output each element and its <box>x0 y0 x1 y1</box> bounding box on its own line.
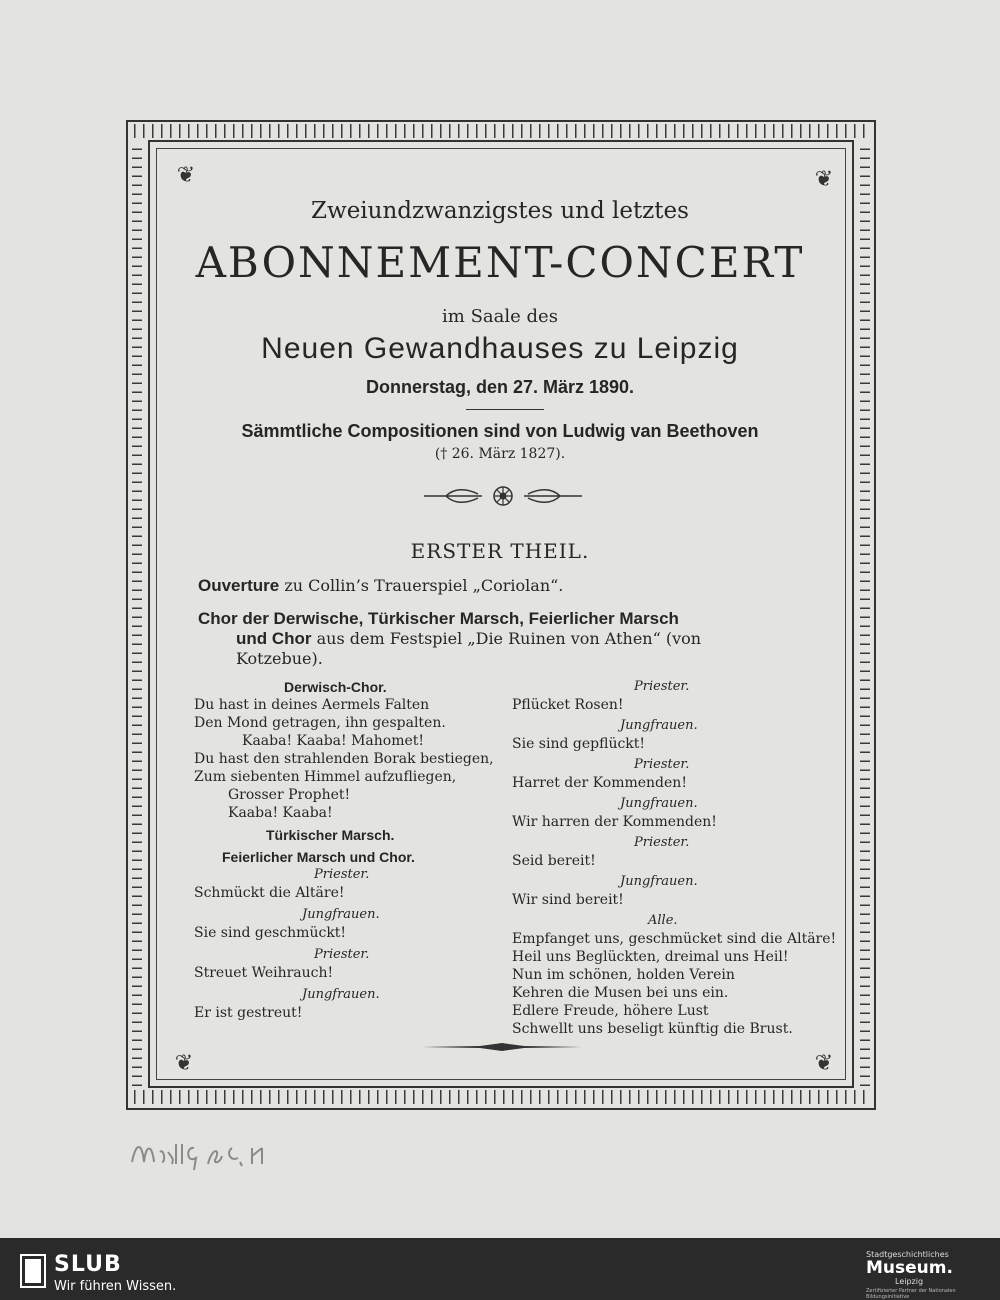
museum-partner-note: Zertifizierter Partner der Nationalen Bildungsinitiative <box>866 1288 956 1300</box>
lyrics-line: Er ist gestreut! <box>194 1005 303 1021</box>
slub-tagline: Wir führen Wissen. <box>54 1279 177 1294</box>
divider <box>466 409 544 410</box>
role-label: Alle. <box>648 913 678 928</box>
border-dentil-bottom <box>134 1090 868 1104</box>
lyrics-line: Seid bereit! <box>512 853 596 869</box>
concert-date: Donnerstag, den 27. März 1890. <box>365 377 635 397</box>
border-dentil-right <box>860 142 870 1086</box>
corner-ornament-icon: ❦ <box>814 167 834 192</box>
composer-death-date: († 26. März 1827). <box>434 446 566 462</box>
role-label: Priester. <box>314 947 370 962</box>
lyrics-left-column <box>194 678 494 1022</box>
lyrics-line: Sie sind gepflückt! <box>512 736 646 752</box>
lyrics-line: Edlere Freude, höhere Lust <box>512 1003 709 1019</box>
program-item-2-title-cont: und Chor <box>236 629 312 648</box>
lyrics-line: Heil uns Beglückten, dreimal uns Heil! <box>512 949 789 965</box>
role-label: Priester. <box>634 757 690 772</box>
lyrics-line: Kaaba! Kaaba! Mahomet! <box>242 733 425 749</box>
program-item-2-title: Chor der Derwische, Türkischer Marsch, Feierlicher Marsch <box>198 609 679 628</box>
program-item-2 <box>198 609 810 669</box>
role-label: Priester. <box>634 679 690 694</box>
lyrics-line: Zum siebenten Himmel aufzufliegen, <box>194 769 457 785</box>
lyrics-line: Du hast in deines Aermels Falten <box>194 697 430 713</box>
lyrics-line: Pflücket Rosen! <box>512 697 624 713</box>
lyrics-line: Nun im schönen, holden Verein <box>512 967 735 983</box>
role-label: Jungfrauen. <box>302 907 380 922</box>
venue-name: Neuen Gewandhauses zu Leipzig <box>261 332 739 365</box>
bottom-flourish-icon <box>420 1042 584 1052</box>
lyrics-heading: Feierlicher Marsch und Chor. <box>222 849 415 865</box>
museum-label-small: Stadtgeschichtliches <box>866 1250 949 1259</box>
lyrics-line: Empfanget uns, geschmücket sind die Altäre! <box>512 931 837 947</box>
lyrics-line: Harret der Kommenden! <box>512 775 687 791</box>
slub-logo-icon <box>20 1254 46 1288</box>
lyrics-right-column <box>512 678 837 1038</box>
corner-ornament-icon: ❦ <box>176 163 196 188</box>
lyrics-line: Wir sind bereit! <box>512 892 624 908</box>
lyrics-line: Kehren die Musen bei uns ein. <box>512 985 729 1001</box>
shelfmark-handwritten <box>128 1128 308 1178</box>
museum-city: Leipzig <box>895 1277 924 1286</box>
lyrics-line: Grosser Prophet! <box>228 787 351 803</box>
lyrics-line: Schmückt die Altäre! <box>194 885 345 901</box>
program-item-1-detail: zu Collin’s Trauerspiel „Coriolan“. <box>279 576 564 595</box>
shelfmark-text: Mus II G 98,24 <box>128 1128 136 1129</box>
lyrics-line: Du hast den strahlenden Borak bestiegen, <box>194 751 494 767</box>
border-dentil-top <box>134 124 868 138</box>
section-title: ERSTER THEIL. <box>410 539 590 563</box>
program-item-1 <box>198 576 810 596</box>
slub-brand-name: SLUB <box>54 1252 122 1277</box>
corner-ornament-icon: ❦ <box>814 1051 834 1076</box>
role-label: Priester. <box>314 867 370 882</box>
decorative-flourish-icon <box>422 484 584 508</box>
subtitle-line: Zweiundzwanzigstes und letztes <box>311 198 689 224</box>
lyrics-line: Schwellt uns beseligt künftig die Brust. <box>512 1021 793 1037</box>
museum-name: Museum. <box>866 1258 953 1278</box>
lyrics-line: Kaaba! Kaaba! <box>228 805 333 821</box>
lyrics-line: Wir harren der Kommenden! <box>512 814 717 830</box>
program-item-2-detail: aus dem Festspiel „Die Ruinen von Athen“ (von <box>311 629 702 648</box>
role-label: Jungfrauen. <box>302 987 380 1002</box>
role-label: Jungfrauen. <box>620 874 698 889</box>
role-label: Jungfrauen. <box>620 718 698 733</box>
program-item-2-detail-cont: Kotzebue). <box>236 649 323 668</box>
role-label: Jungfrauen. <box>620 796 698 811</box>
role-label: Priester. <box>634 835 690 850</box>
composer-line: Sämmtliche Compositionen sind von Ludwig van Beethoven <box>241 421 759 441</box>
lyrics-line: Streuet Weihrauch! <box>194 965 334 981</box>
lyrics-line: Den Mond getragen, ihn gespalten. <box>194 715 446 731</box>
corner-ornament-icon: ❦ <box>174 1051 194 1076</box>
page-title: ABONNEMENT-CONCERT <box>195 238 805 287</box>
lyrics-heading: Derwisch-Chor. <box>284 679 387 695</box>
lyrics-heading: Türkischer Marsch. <box>266 827 395 843</box>
lyrics-line: Sie sind geschmückt! <box>194 925 347 941</box>
venue-prefix: im Saale des <box>442 306 558 327</box>
program-item-1-title: Ouverture <box>198 576 280 595</box>
border-dentil-left <box>132 142 142 1086</box>
